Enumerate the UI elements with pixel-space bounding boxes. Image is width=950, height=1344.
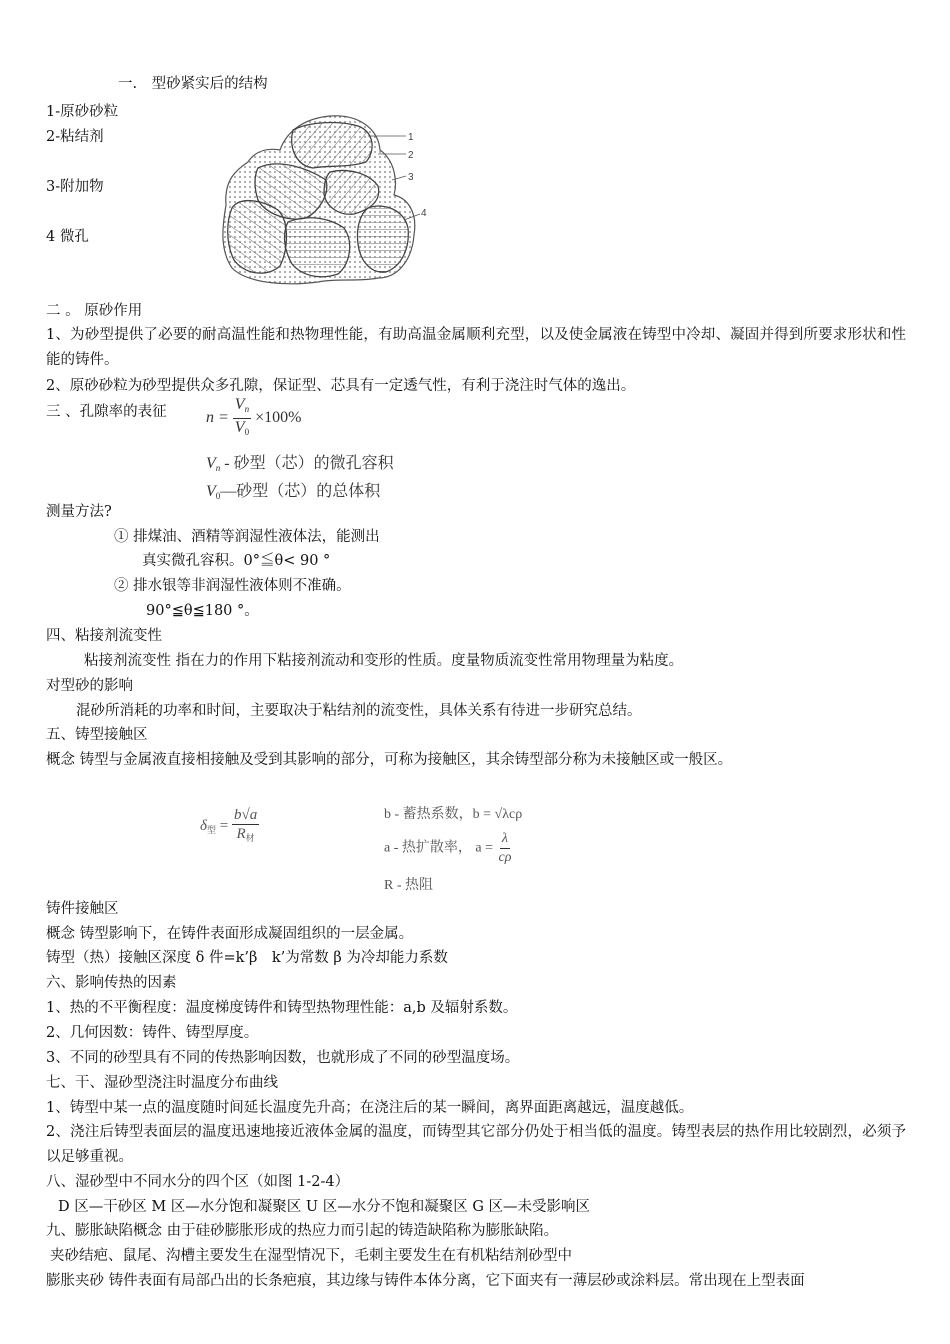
section-title-temperature-curve: 七、干、湿砂型浇注时温度分布曲线 [46,1075,278,1091]
definition-v0 [206,478,380,501]
formula-den: R [236,826,246,842]
legend-item-1: 1-原砂砂粒 [46,104,119,120]
formula-num: V [234,396,245,413]
paragraph: 3、不同的砂型具有不同的传热影响因数，也就形成了不同的砂型温度场。 [46,1050,520,1066]
paragraph: 粘接剂流变性 指在力的作用下粘接剂流动和变形的性质。度量物质流变性常用物理量为粘度。 [84,653,684,669]
method-item-1: ① 排煤油、酒精等润湿性液体法，能测出 [114,529,380,545]
paragraph: 概念 铸型影响下，在铸件表面形成凝固组织的一层金属。 [46,926,414,942]
section-title-heat-transfer: 六、影响传热的因素 [46,975,177,991]
formula-den: V [234,419,245,436]
figure-label-2: 2 [408,150,414,161]
definition-b: b - 蓄热系数，b = √λcρ [384,807,523,822]
formula-num-sub: n [244,404,250,414]
paragraph: 2、浇注后铸型表面层的温度迅速地接近液体金属的温度，而铸型其它部分仍处于相当低的温度。铸型表层的热作用比较剧烈，必须予以足够重视。 [46,1124,906,1165]
section-title-structure: 一. 型砂紧实后的结构 [118,76,268,92]
vn-text: - 砂型（芯）的微孔容积 [220,455,394,472]
v0-symbol: V [206,483,216,500]
sand-structure-figure [218,110,433,290]
section-title-porosity: 三 、孔隙率的表征 [46,404,167,420]
porosity-formula [206,396,301,441]
definition-vn [206,450,394,473]
delta-sub: 型 [206,824,216,835]
paragraph: 概念 铸型与金属液直接相接触及受到其影响的部分，可称为接触区，其余铸型部分称为未接触区或一般区。 [46,752,733,768]
paragraph: 膨胀夹砂 铸件表面有局部凸出的长条疤痕，其边缘与铸件本体分离，它下面夹有一薄层砂或涂料层。常出现在上型表面 [46,1273,805,1289]
section-title-sand-role: 二 。 原砂作用 [46,303,143,319]
def-a-den: cρ [498,850,512,865]
figure-label-3: 3 [408,172,414,183]
method-item-1-cont: 真实微孔容积。0°≦θ< 90 ° [142,553,331,569]
paragraph: 1、热的不平衡程度：温度梯度铸件和铸型热物理性能：a,b 及辐射系数。 [46,1000,518,1016]
legend-item-4: 4 微孔 [46,229,89,245]
method-item-2: ② 排水银等非润湿性液体则不准确。 [114,578,351,594]
method-item-2-cont: 90°≦θ≦180 °。 [146,603,259,619]
vn-sub: n [215,463,221,473]
definition-r: R - 热阻 [384,878,433,893]
v0-text: —砂型（芯）的总体积 [220,483,381,500]
section-title-contact-zone: 五、铸型接触区 [46,727,148,743]
formula-num: b√a [233,807,258,823]
delta-symbol: δ [200,817,207,834]
paragraph: 铸型（热）接触区深度 δ 件=k’β k’为常数 β 为冷却能力系数 [46,950,448,966]
vn-symbol: V [206,455,216,472]
definition-a [384,830,513,867]
figure-label-4: 4 [421,208,427,219]
formula-lhs: n = [206,409,229,427]
figure-label-1: 1 [408,132,414,143]
legend-item-3: 3-附加物 [46,179,104,195]
contact-depth-formula: $\delta_型$ = $\frac{b√a}{R_材}$ [200,807,258,843]
v0-sub: 0 [215,491,221,501]
legend-item-2: 2-粘结剂 [46,129,104,145]
paragraph: 夹砂结疤、鼠尾、沟槽主要发生在湿型情况下，毛刺主要发生在有机粘结剂砂型中 [50,1248,572,1264]
paragraph: 2、几何因数：铸件、铸型厚度。 [46,1025,259,1041]
formula-den-sub: 0 [244,427,250,437]
section-title-expansion-defect: 九、膨胀缺陷概念 由于硅砂膨胀形成的热应力而引起的铸造缺陷称为膨胀缺陷。 [46,1223,559,1239]
paragraph: 1、为砂型提供了必要的耐高温性能和热物理性能，有助高温金属顺利充型，以及使金属液在铸型中冷却、凝固并得到所要求形状和性能的铸件。 [46,327,906,368]
section-title-moisture-zones: 八、湿砂型中不同水分的四个区（如图 1-2-4） [46,1174,350,1190]
def-a-text: a - 热扩散率， a = [384,840,493,856]
section-title-binder-rheology: 四、粘接剂流变性 [46,628,162,644]
paragraph: 2、原砂砂粒为砂型提供众多孔隙，保证型、芯具有一定透气性，有利于浇注时气体的逸出。 [46,378,636,394]
formula-den-sub: 材 [245,833,255,843]
formula-rhs: ×100% [255,409,302,427]
paragraph: 混砂所消耗的功率和时间，主要取决于粘结剂的流变性，具体关系有待进一步研究总结。 [76,703,642,719]
paragraph: 1、铸型中某一点的温度随时间延长温度先升高；在浇注后的某一瞬间，离界面距离越远，温度越低。 [46,1100,694,1116]
paragraph: D 区—干砂区 M 区—水分饱和凝聚区 U 区—水分不饱和凝聚区 G 区—未受影响区 [58,1199,591,1215]
def-a-num: λ [500,830,510,849]
method-title: 测量方法? [46,504,112,520]
subsection-title: 对型砂的影响 [46,678,133,694]
subsection-title: 铸件接触区 [46,901,119,917]
